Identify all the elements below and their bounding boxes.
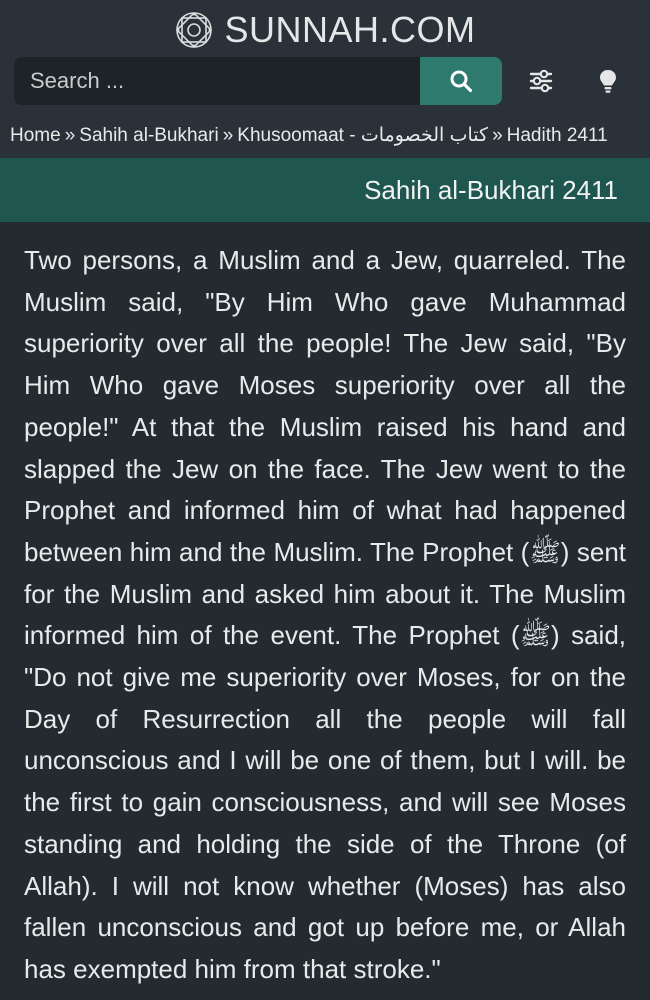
sliders-icon bbox=[528, 68, 554, 94]
breadcrumb-collection[interactable]: Sahih al-Bukhari bbox=[79, 125, 219, 146]
search-icon bbox=[449, 69, 473, 93]
breadcrumb-separator: » bbox=[492, 125, 503, 146]
breadcrumb-home[interactable]: Home bbox=[10, 125, 61, 146]
search-button[interactable] bbox=[420, 57, 502, 105]
page-title: Sahih al-Bukhari 2411 bbox=[364, 174, 618, 205]
theme-toggle-button[interactable] bbox=[588, 61, 628, 101]
hadith-title-bar bbox=[0, 158, 650, 222]
lightbulb-icon bbox=[597, 68, 619, 94]
breadcrumb-book[interactable]: Khusoomaat - كتاب الخصومات bbox=[237, 125, 489, 146]
geometric-star-logo-icon bbox=[174, 10, 214, 50]
breadcrumb-current: Hadith 2411 bbox=[506, 125, 608, 146]
settings-button[interactable] bbox=[521, 61, 561, 101]
hadith-text: Two persons, a Muslim and a Jew, quarreled. The Muslim said, "By Him Who gave Muhammad superiority over all the people! The Jew said, "By Him Who gave Moses superiority over all the people!" At that the Muslim raised his hand and slapped the Jew on the face. The Jew went to the Prophet and informed him of what had happened between him and the Muslim. The Prophet (ﷺ) sent for the Muslim and asked him about it. The Muslim informed him of the event. The Prophet (ﷺ) said, "Do not give me superiority over Moses, for on the Day of Resurrection all the people will fall unconscious and I will be one of them, but I will. be the first to gain consciousness, and will see Moses standing and holding the side of the Throne (of Allah). I will not know whether (Moses) has also fallen unconscious and got up before me, or Allah has exempted him from that stroke." bbox=[24, 245, 626, 984]
search-input[interactable] bbox=[14, 57, 420, 105]
hadith-content bbox=[0, 222, 650, 991]
breadcrumb-separator: » bbox=[64, 125, 76, 146]
breadcrumb bbox=[0, 120, 650, 158]
logo-text: SUNNAH.COM bbox=[224, 9, 476, 50]
site-logo[interactable] bbox=[0, 10, 650, 50]
site-header bbox=[0, 0, 650, 120]
breadcrumb-separator: » bbox=[222, 125, 234, 146]
search-bar bbox=[14, 57, 636, 105]
